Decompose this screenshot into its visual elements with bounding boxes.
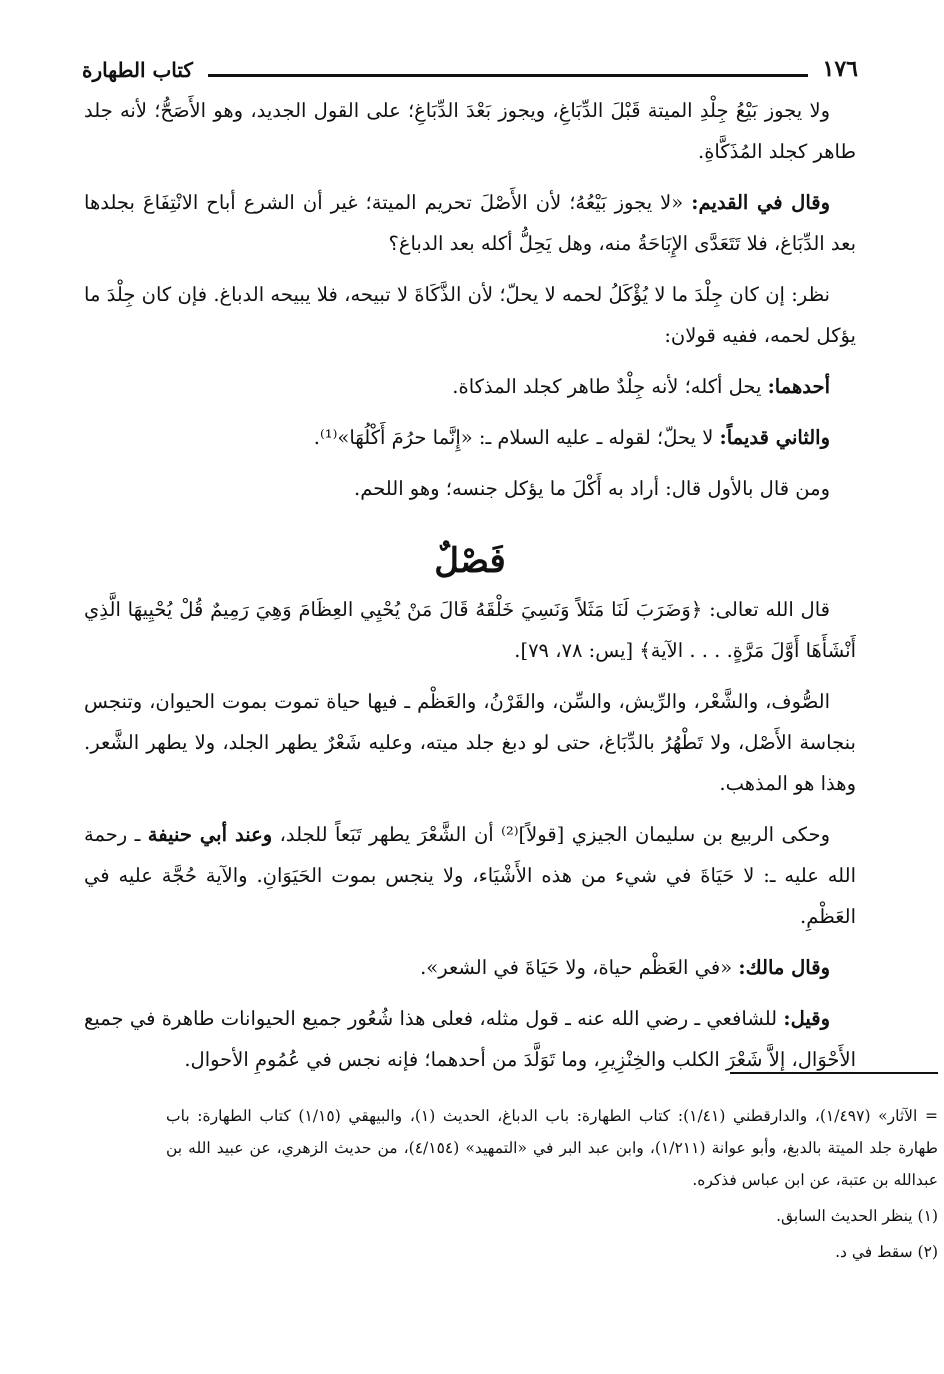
- paragraph-text: لا يحلّ؛ لقوله ـ عليه السلام ـ: «إِنَّما حرُمَ أَكْلُهَا»⁽¹⁾.: [313, 426, 720, 449]
- lead-phrase: وقيل:: [783, 1007, 830, 1030]
- paragraph-malik-opinion: [78, 947, 862, 988]
- paragraph-wool-hair: الصُّوف، والشَّعْر، والرِّيش، والسِّن، والقَرْنُ، والعَظْم ـ فيها حياة تموت بموت الحيوان، وتنجس بنجاسة الأَصْل، ولا تَطْهُرُ بالدِّبَاغ، حتى لو دبغ جلد ميته، وعليه شَعْرٌ يطهر الجلد، ولا يطهر الشَّعر. وهذا هو المذهب.: [84, 690, 856, 795]
- paragraph-quran-verse: قال الله تعالى: ﴿وَضَرَبَ لَنَا مَثَلاً وَنَسِيَ خَلْقَهُ قَالَ مَنْ يُحْيِي العِظَامَ وَهِيَ رَمِيمٌ قُلْ يُحْيِيهَا الَّذِي أَنْشَأَهَا أَوَّلَ مَرَّةٍ. . . . الآية﴾ [يس: ٧٨، ٧٩].: [84, 598, 856, 662]
- lead-phrase: والثاني قديماً:: [719, 426, 830, 449]
- footnote-continuation: = الآثار» (١/٤٩٧)، والدارقطني (١/٤١): كتاب الطهارة: باب الدباغ، الحديث (١)، والبيهقي (١/١٥) كتاب الطهارة: باب طهارة جلد الميتة بالدبغ، وأبو عوانة (١/٢١١)، وابن عبد البر في «التمهيد» (٤/١٥٤)، من حديث الزهري، عن عبيد الله بن عبدالله بن عتبة، عن ابن عباس فذكره.: [166, 1107, 938, 1189]
- paragraph-second-opinion: [78, 417, 862, 458]
- paragraph-first-opinion: [78, 366, 862, 407]
- page: [78, 50, 862, 1090]
- paragraph-text: «في العَظْم حياة، ولا حَيَاةَ في الشعر».: [420, 956, 739, 979]
- paragraph-first-view-explanation: ومن قال بالأول قال: أراد به أَكْلَ ما يؤكل جنسه؛ وهو اللحم.: [354, 477, 830, 500]
- page-number: ١٧٦: [822, 56, 858, 82]
- header-rule: [208, 74, 808, 77]
- paragraph-text: ـ رحمة الله عليه ـ: لا حَيَاةَ في شيء من هذه الأَشْيَاء، ولا ينجس بموت الحَيَوَانِ. والآية حُجَّة عليه في العَظْمِ.: [84, 823, 856, 928]
- paragraph-rabi-report: [78, 814, 862, 937]
- page-header: [78, 50, 862, 90]
- paragraph-text: «لا يجوز بَيْعُهُ؛ لأن الأَصْلَ تحريم الميتة؛ غير أن الشرع أباح الانْتِفَاعَ بجلدها بعد الدِّبَاغ، فلا تَتَعَدَّى الإِبَاحَةُ منه، وهل يَحِلُّ أكله بعد الدباغ؟: [84, 191, 856, 255]
- footnote-2: (٢) سقط في د.: [835, 1243, 938, 1261]
- paragraph-sale-of-hide: ولا يجوز بَيْعُ جِلْدِ الميتة قَبْلَ الدِّبَاغِ، ويجوز بَعْدَ الدِّبَاغِ؛ على القول الجديد، وهو الأَصَحُّ؛ لأنه جلد طاهر كجلد المُذَكَّاةِ.: [84, 99, 856, 163]
- lead-phrase: وقال مالك:: [738, 956, 830, 979]
- paragraph-text: يحل أكله؛ لأنه جِلْدٌ طاهر كجلد المذكاة.: [452, 375, 768, 398]
- paragraph-consideration: نظر: إن كان جِلْدَ ما لا يُؤْكَلُ لحمه لا يحلّ؛ لأن الذَّكَاةَ لا تبيحه، فلا يبيحه الدباغ. فإن كان جِلْدَ ما يؤكل لحمه، ففيه قولان:: [84, 283, 856, 347]
- paragraph-shafii-opinion: [78, 998, 862, 1080]
- footnote-rule: [730, 1072, 938, 1074]
- footnotes: [160, 1100, 944, 1268]
- lead-phrase: أحدهما:: [767, 375, 830, 398]
- lead-phrase: وعند أبي حنيفة: [147, 823, 273, 846]
- section-heading: فَصْلٌ: [434, 541, 506, 581]
- footnote-1: (١) ينظر الحديث السابق.: [776, 1207, 938, 1225]
- lead-phrase: وقال في القديم:: [691, 191, 831, 214]
- paragraph-old-opinion: [78, 182, 862, 264]
- book-title: كتاب الطهارة: [82, 58, 193, 82]
- paragraph-text: للشافعي ـ رضي الله عنه ـ قول مثله، فعلى هذا شُعُور جميع الحيوانات طاهرة في جميع الأَحْوَال، إلاَّ شَعْرَ الكلب والخِنْزِيرِ، وما تَوَلَّدَ من أحدهما؛ فإنه نجس في عُمُومِ الأحوال.: [84, 1007, 856, 1071]
- paragraph-text: وحكى الربيع بن سليمان الجيزي [قولاً]⁽²⁾ أن الشَّعْرَ يطهر تَبَعاً للجلد،: [272, 823, 831, 846]
